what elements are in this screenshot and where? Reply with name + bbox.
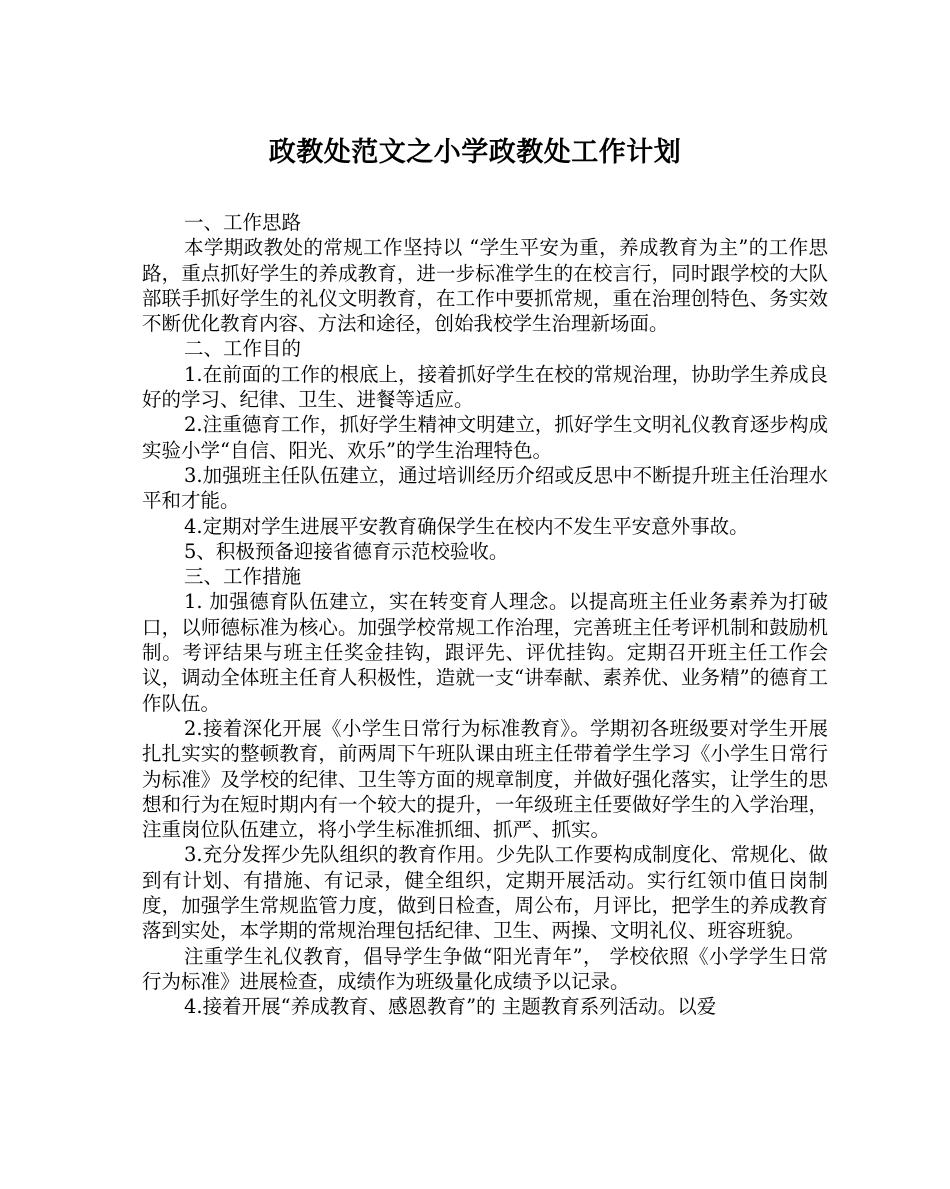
measure-item-4: 4.接着开展“养成教育、感恩教育”的 主题教育系列活动。以爱 <box>184 995 717 1019</box>
document-title: 政教处范文之小学政教处工作计划 <box>268 137 682 168</box>
paragraph-approach: 本学期政教处的常规工作坚持以 “学生平安为重，养成教育为主”的工作思路，重点抓好学生的养成教育，进一步标准学生的在校言行，同时跟学校的大队部联手抓好学生的礼仪文明教育，在工作中要抓常规，重在治理创特色、务实效不断优化教育内容、方法和途径，创始我校学生治理新场面。 <box>142 236 828 336</box>
section-heading-approach: 一、工作思路 <box>184 211 302 234</box>
document-body <box>142 210 828 1020</box>
measure-item-1: 1. 加强德育队伍建立，实在转变育人理念。以提高班主任业务素养为打破口，以师德标准为核心。加强学校常规工作治理，完善班主任考评机制和鼓励机制。考评结果与班主任奖金挂钩，跟评先、评优挂钩。定期召开班主任工作会议，调动全体班主任育人积极性，造就一支“讲奉献、素养优、业务精”的德育工作队伍。 <box>142 590 828 715</box>
section-heading-goals: 二、工作目的 <box>184 337 302 361</box>
goal-item-4: 4.定期对学生进展平安教育确保学生在校内不发生平安意外事故。 <box>184 514 749 538</box>
measure-item-3: 3.充分发挥少先队组织的教育作用。少先队工作要构成制度化、常规化、做到有计划、有措施、有记录，健全组织，定期开展活动。实行红领巾值日岗制度，加强学生常规监管力度，做到日检查，周公布，月评比，把学生的养成教育落到实处，本学期的常规治理包括纪律、卫生、两操、文明礼仪、班容班貌。 <box>142 843 828 943</box>
goal-item-3: 3.加强班主任队伍建立，通过培训经历介绍或反思中不断提升班主任治理水平和才能。 <box>142 463 828 513</box>
measure-item-3-etiquette: 注重学生礼仪教育，倡导学生争做“阳光青年”， 学校依照《小学学生日常行为标准》进展检查，成绩作为班级量化成绩予以记录。 <box>142 944 828 993</box>
goal-item-2: 2.注重德育工作，抓好学生精神文明建立，抓好学生文明礼仪教育逐步构成实验小学“自信、阳光、欢乐”的学生治理特色。 <box>142 413 828 462</box>
goal-item-1: 1.在前面的工作的根底上，接着抓好学生在校的常规治理，协助学生养成良好的学习、纪律、卫生、进餐等适应。 <box>142 362 828 412</box>
goal-item-5: 5、积极预备迎接省德育示范校验收。 <box>184 539 509 563</box>
measure-item-2: 2.接着深化开展《小学生日常行为标准教育》。学期初各班级要对学生开展扎扎实实的整顿教育，前两周下午班队课由班主任带着学生学习《小学生日常行为标准》及学校的纪律、卫生等方面的规章制度，并做好强化落实，让学生的思想和行为在短时期内有一个较大的提升，一年级班主任要做好学生的入学治理，注重岗位队伍建立，将小学生标准抓细、抓严、抓实。 <box>142 716 828 842</box>
section-heading-measures: 三、工作措施 <box>184 565 302 589</box>
